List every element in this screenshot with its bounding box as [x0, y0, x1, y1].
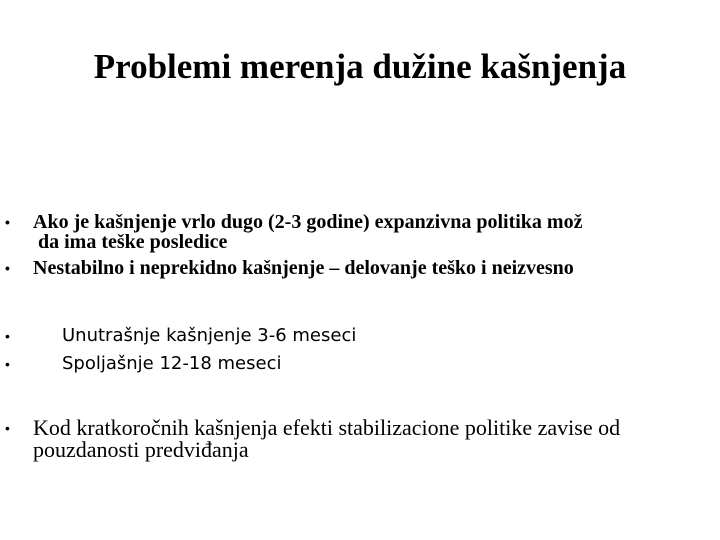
- list-item-text: Unutrašnje kašnjenje 3-6 meseci: [62, 325, 357, 346]
- list-item-text: Spoljašnje 12-18 meseci: [62, 353, 282, 374]
- list-item-text: Nestabilno i neprekidno kašnjenje – delovanje teško i neizvesno: [33, 257, 574, 279]
- bullet-icon: •: [5, 260, 10, 276]
- list-item-text-line1: Ako je kašnjenje vrlo dugo (2-3 godine) expanzivna politika mož: [33, 211, 583, 233]
- bullet-icon: •: [5, 356, 10, 372]
- list-item: [0, 212, 720, 252]
- list-item: [0, 322, 720, 350]
- list-item: [0, 417, 720, 461]
- bullet-icon: •: [5, 328, 10, 344]
- bullet-list-3: [0, 417, 720, 461]
- slide-title: Problemi merenja dužine kašnjenja: [93, 47, 627, 86]
- list-item-text: Kod kratkoročnih kašnjenja efekti stabilizacione politike zavise od pouzdanosti predviđanja: [33, 415, 621, 462]
- bullet-icon: •: [5, 214, 10, 230]
- bullet-list-1: [0, 212, 720, 278]
- list-item: [0, 258, 720, 278]
- bullet-list-2: [0, 322, 720, 378]
- list-item: [0, 350, 720, 378]
- list-item-text-line2: da ima teške posledice: [38, 231, 228, 253]
- bullet-icon: •: [5, 420, 10, 436]
